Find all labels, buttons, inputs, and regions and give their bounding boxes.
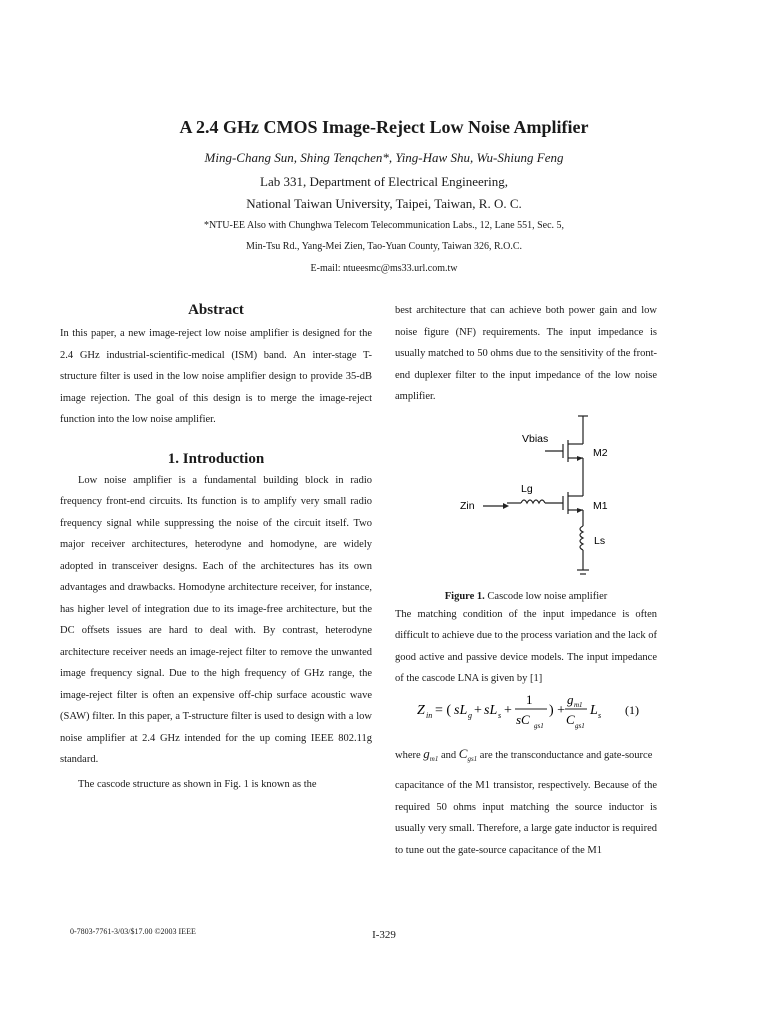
svg-text:m1: m1 [574,701,583,709]
email: E-mail: ntueesmc@ms33.url.com.tw [310,263,458,274]
equation-number: (1) [625,703,639,717]
left-column [60,300,372,795]
zin-label: Zin [460,499,475,512]
figure-1-caption [395,591,657,602]
introduction-paragraph-2: The cascode structure as shown in Fig. 1 is known as the [78,778,317,790]
svg-text:gs1: gs1 [534,722,544,730]
svg-text:s: s [598,711,602,720]
svg-text:C: C [566,712,575,727]
authors: Ming-Chang Sun, Shing Tenqchen*, Ying-Haw Shu, Wu-Shiung Feng [204,150,564,165]
svg-text:sL: sL [454,703,468,718]
svg-text:s: s [498,711,502,720]
abstract-text: In this paper, a new image-reject low noise amplifier is designed for the 2.4 GHz industrial-scientific-medical (ISM) band. An inter-stage T-structure filter is used in the low noise amplifier design to provide 35-dB image rejection. The goal of this design is to merge the image-reject function into the low noise amplifier. [60,328,372,425]
m2-label: M2 [593,446,608,459]
svg-text:1: 1 [526,692,533,707]
svg-text:+: + [504,703,512,718]
right-paragraph-1: best architecture that can achieve both power gain and low noise figure (NF) requirements. The input impedance is usually matched to 50 ohms due to the sensitivity of the front-end duplexer filter to the input impedance of the low noise amplifier. [395,305,657,402]
where-line: where $g_{m1}$ and $C_{gs1}$ are the transconductance and gate-source [395,746,653,764]
svg-text:gs1: gs1 [575,722,585,730]
where-text: where [395,750,421,761]
figure-label: Figure 1. [444,590,485,602]
where-rest-text: are the transconductance and gate-source [479,750,653,761]
page-title: A 2.4 GHz CMOS Image-Reject Low Noise Amplifier [179,117,589,137]
lg-label: Lg [521,482,533,495]
affiliation-note-2: Min-Tsu Rd., Yang-Mei Zien, Tao-Yuan County, Taiwan 326, R.O.C. [245,241,523,252]
and-text: and [440,750,457,761]
svg-text:in: in [426,711,433,720]
svg-text:g: g [567,692,574,707]
affiliation-line-1: Lab 331, Department of Electrical Engineering, [260,174,508,189]
equation-1 [395,690,660,730]
footer-copyright: 0-7803-7761-3/03/$17.00 ©2003 IEEE [70,927,196,936]
affiliation-note-1: *NTU-EE Also with Chunghwa Telecom Telecommunication Labs., 12, Lane 551, Sec. 5, [203,220,565,231]
introduction-heading: 1. Introduction [167,450,265,467]
svg-text:= (: = ( [435,703,452,718]
right-paragraph-4: capacitance of the M1 transistor, respectively. Because of the required 50 ohms input matching the source inductor is usually very small. Therefore, a large gate inductor is required to tune out the gate-source capacitance of the M1 [395,780,657,856]
affiliation-line-2: National Taiwan University, Taipei, Taiwan, R. O. C. [246,196,522,211]
svg-text:sL: sL [484,703,498,718]
abstract-heading: Abstract [188,302,244,318]
svg-text:+: + [474,703,482,718]
ls-label: Ls [594,534,606,547]
right-column [395,300,657,690]
svg-text:L: L [590,703,598,718]
m1-label: M1 [593,499,608,512]
svg-text:g: g [468,711,472,720]
svg-text:) +: ) + [549,703,566,718]
page-number: I-329 [372,929,396,941]
right-paragraph-2: The matching condition of the input impedance is often difficult to achieve due to the process variation and the lack of good active and passive device models. The input impedance of the cascode LNA is given by [1] [395,608,657,684]
svg-text:sC: sC [516,712,530,727]
cascode-lna-circuit [395,414,657,589]
svg-text:Z: Z [417,703,425,718]
vbias-label: Vbias [522,432,549,445]
introduction-paragraph-1: Low noise amplifier is a fundamental building block in radio frequency front-end circuits. Its function is to amplify very small radio frequency signal while suppressing the noise of the circuit itself. Two major receiver architectures, heterodyne and homodyne, are widely adopted in transceiver designs. Each of the architectures has its own advantages and drawbacks. Homodyne architecture receiver, for instance, has higher level of integration due to its image-free architecture, but the DC offsets issues are hard to deal with. By contrast, heterodyne architecture receiver needs an image-reject filter to remove the unwanted image frequency signal. Due to the high frequency of GHz range, the image-reject filter is often an expensive off-chip surface acoustic wave (SAW) filter. In this paper, a T-structure filter is used to design with a low noise amplifier at 2.4 GHz intended for the up coming IEEE 802.11g standard. [60,474,372,765]
figure-caption-text: Cascode low noise amplifier [487,590,608,602]
